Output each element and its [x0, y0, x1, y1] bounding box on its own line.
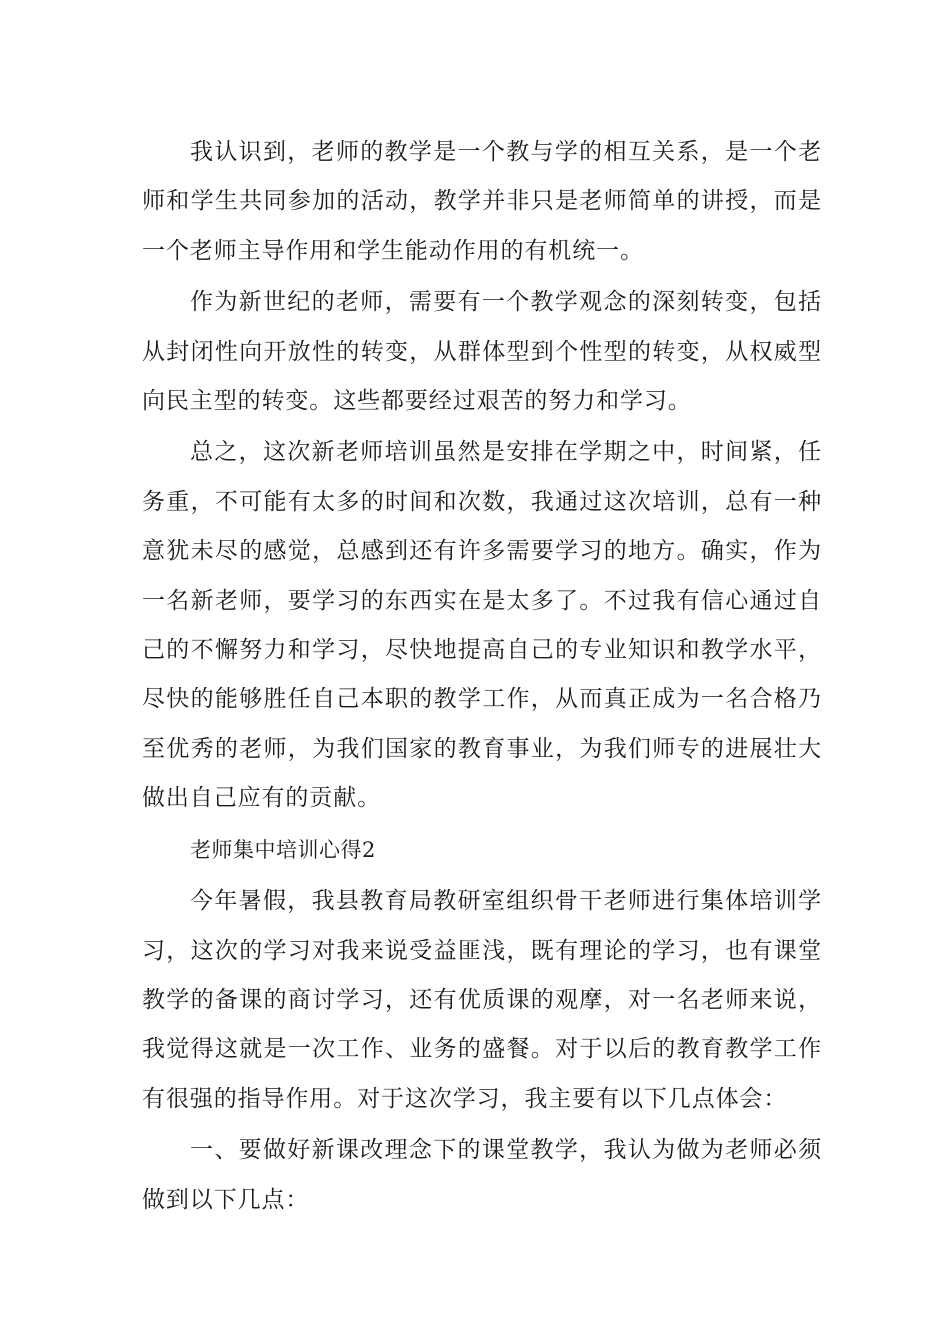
paragraph-point-one: 一、要做好新课改理念下的课堂教学，我认为做为老师必须做到以下几点： [142, 1137, 822, 1213]
paragraph-concept-change: 作为新世纪的老师，需要有一个教学观念的深刻转变，包括从封闭性向开放性的转变，从群体型到个性型的转变，从权威型向民主型的转变。这些都要经过艰苦的努力和学习。 [142, 289, 822, 415]
document-body [142, 128, 822, 1227]
section-title: 老师集中培训心得2 [190, 837, 376, 862]
paragraph-teaching-relationship: 我认识到，老师的教学是一个教与学的相互关系，是一个老师和学生共同参加的活动，教学并非只是老师简单的讲授，而是一个老师主导作用和学生能动作用的有机统一。 [142, 139, 822, 264]
paragraph-conclusion: 总之，这次新老师培训虽然是安排在学期之中，时间紧，任务重，不可能有太多的时间和次数，我通过这次培训，总有一种意犹未尽的感觉，总感到还有许多需要学习的地方。确实，作为一名新老师，要学习的东西实在是太多了。不过我有信心通过自己的不懈努力和学习，尽快地提高自己的专业知识和教学水平，尽快的能够胜任自己本职的教学工作，从而真正成为一名合格乃至优秀的老师，为我们国家的教育事业，为我们师专的进展壮大做出自己应有的贡献。 [142, 439, 822, 812]
paragraph-summer-training: 今年暑假，我县教育局教研室组织骨干老师进行集体培训学习，这次的学习对我来说受益匪浅，既有理论的学习，也有课堂教学的备课的商讨学习，还有优质课的观摩，对一名老师来说，我觉得这就是一次工作、业务的盛餐。对于以后的教育教学工作有很强的指导作用。对于这次学习，我主要有以下几点体会： [142, 888, 822, 1112]
